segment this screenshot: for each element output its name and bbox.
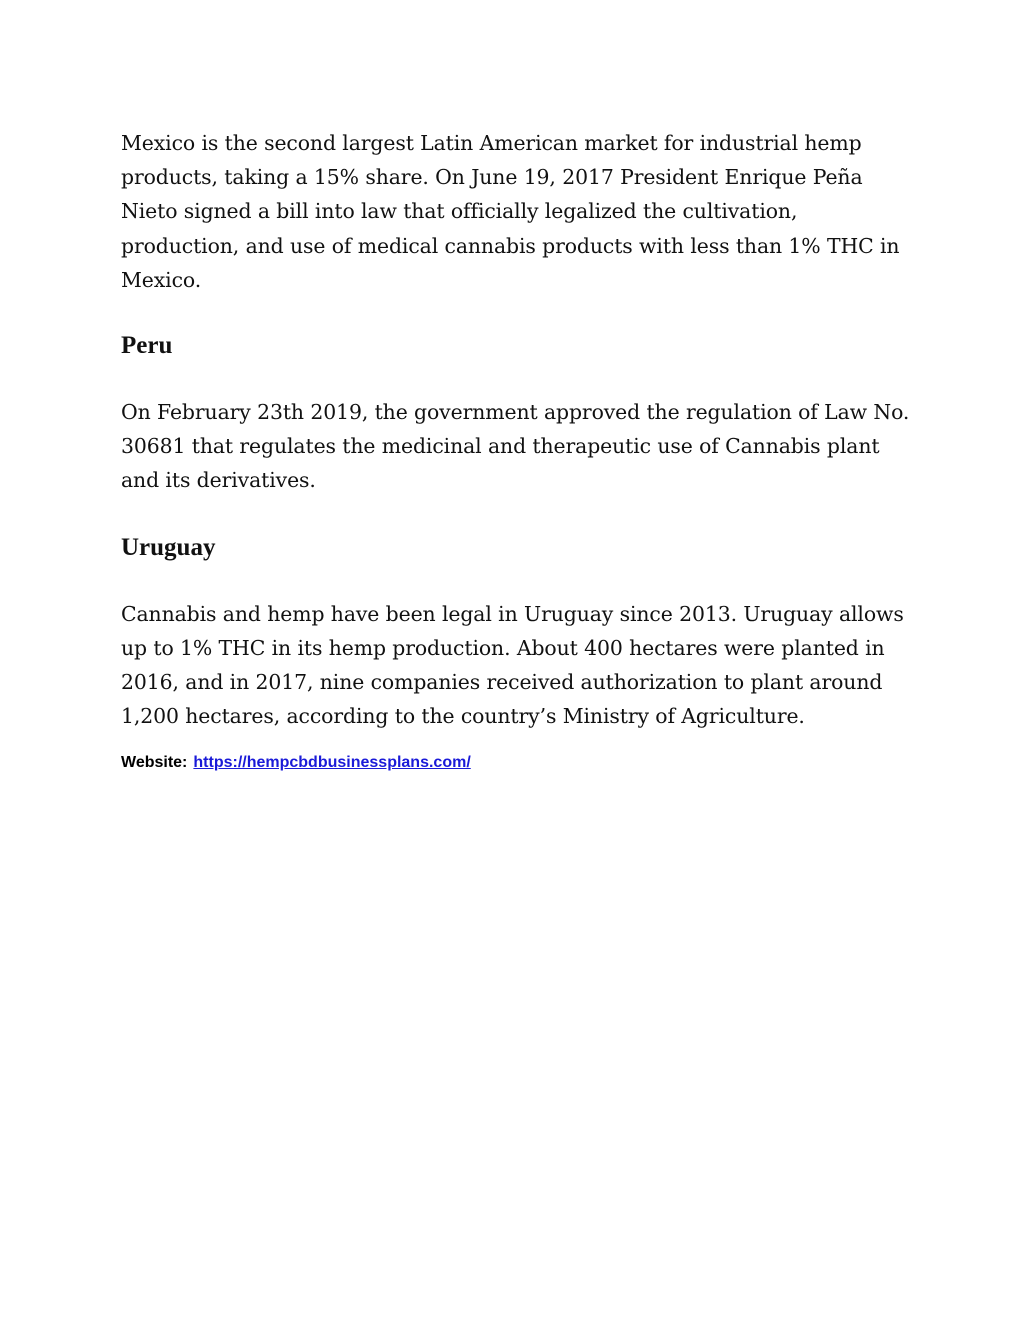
website-label: Website: [121,754,188,772]
uruguay-paragraph: Cannabis and hemp have been legal in Uruguay since 2013. Uruguay allows up to 1% THC in its hemp production. About 400 hectares were planted in 2016, and in 2017, nine companies received authorization to plant around 1,200 hectares, according to the country’s Ministry of Agriculture. [121,601,904,729]
document-content [121,122,911,774]
website-line [121,752,911,774]
peru-paragraph: On February 23th 2019, the government approved the regulation of Law No. 30681 that regulates the medicinal and therapeutic use of Cannabis plant and its derivatives. [121,400,910,493]
peru-heading: Peru [121,332,173,360]
uruguay-heading: Uruguay [121,533,216,561]
mexico-paragraph: Mexico is the second largest Latin American market for industrial hemp products, taking a 15% share. On June 19, 2017 President Enrique Peña Nieto signed a bill into law that officially legalized the cultivation, production, and use of medical cannabis products with less than 1% THC in Mexico. [121,131,900,292]
website-link[interactable]: https://hempcbdbusinessplans.com/ [193,754,471,772]
